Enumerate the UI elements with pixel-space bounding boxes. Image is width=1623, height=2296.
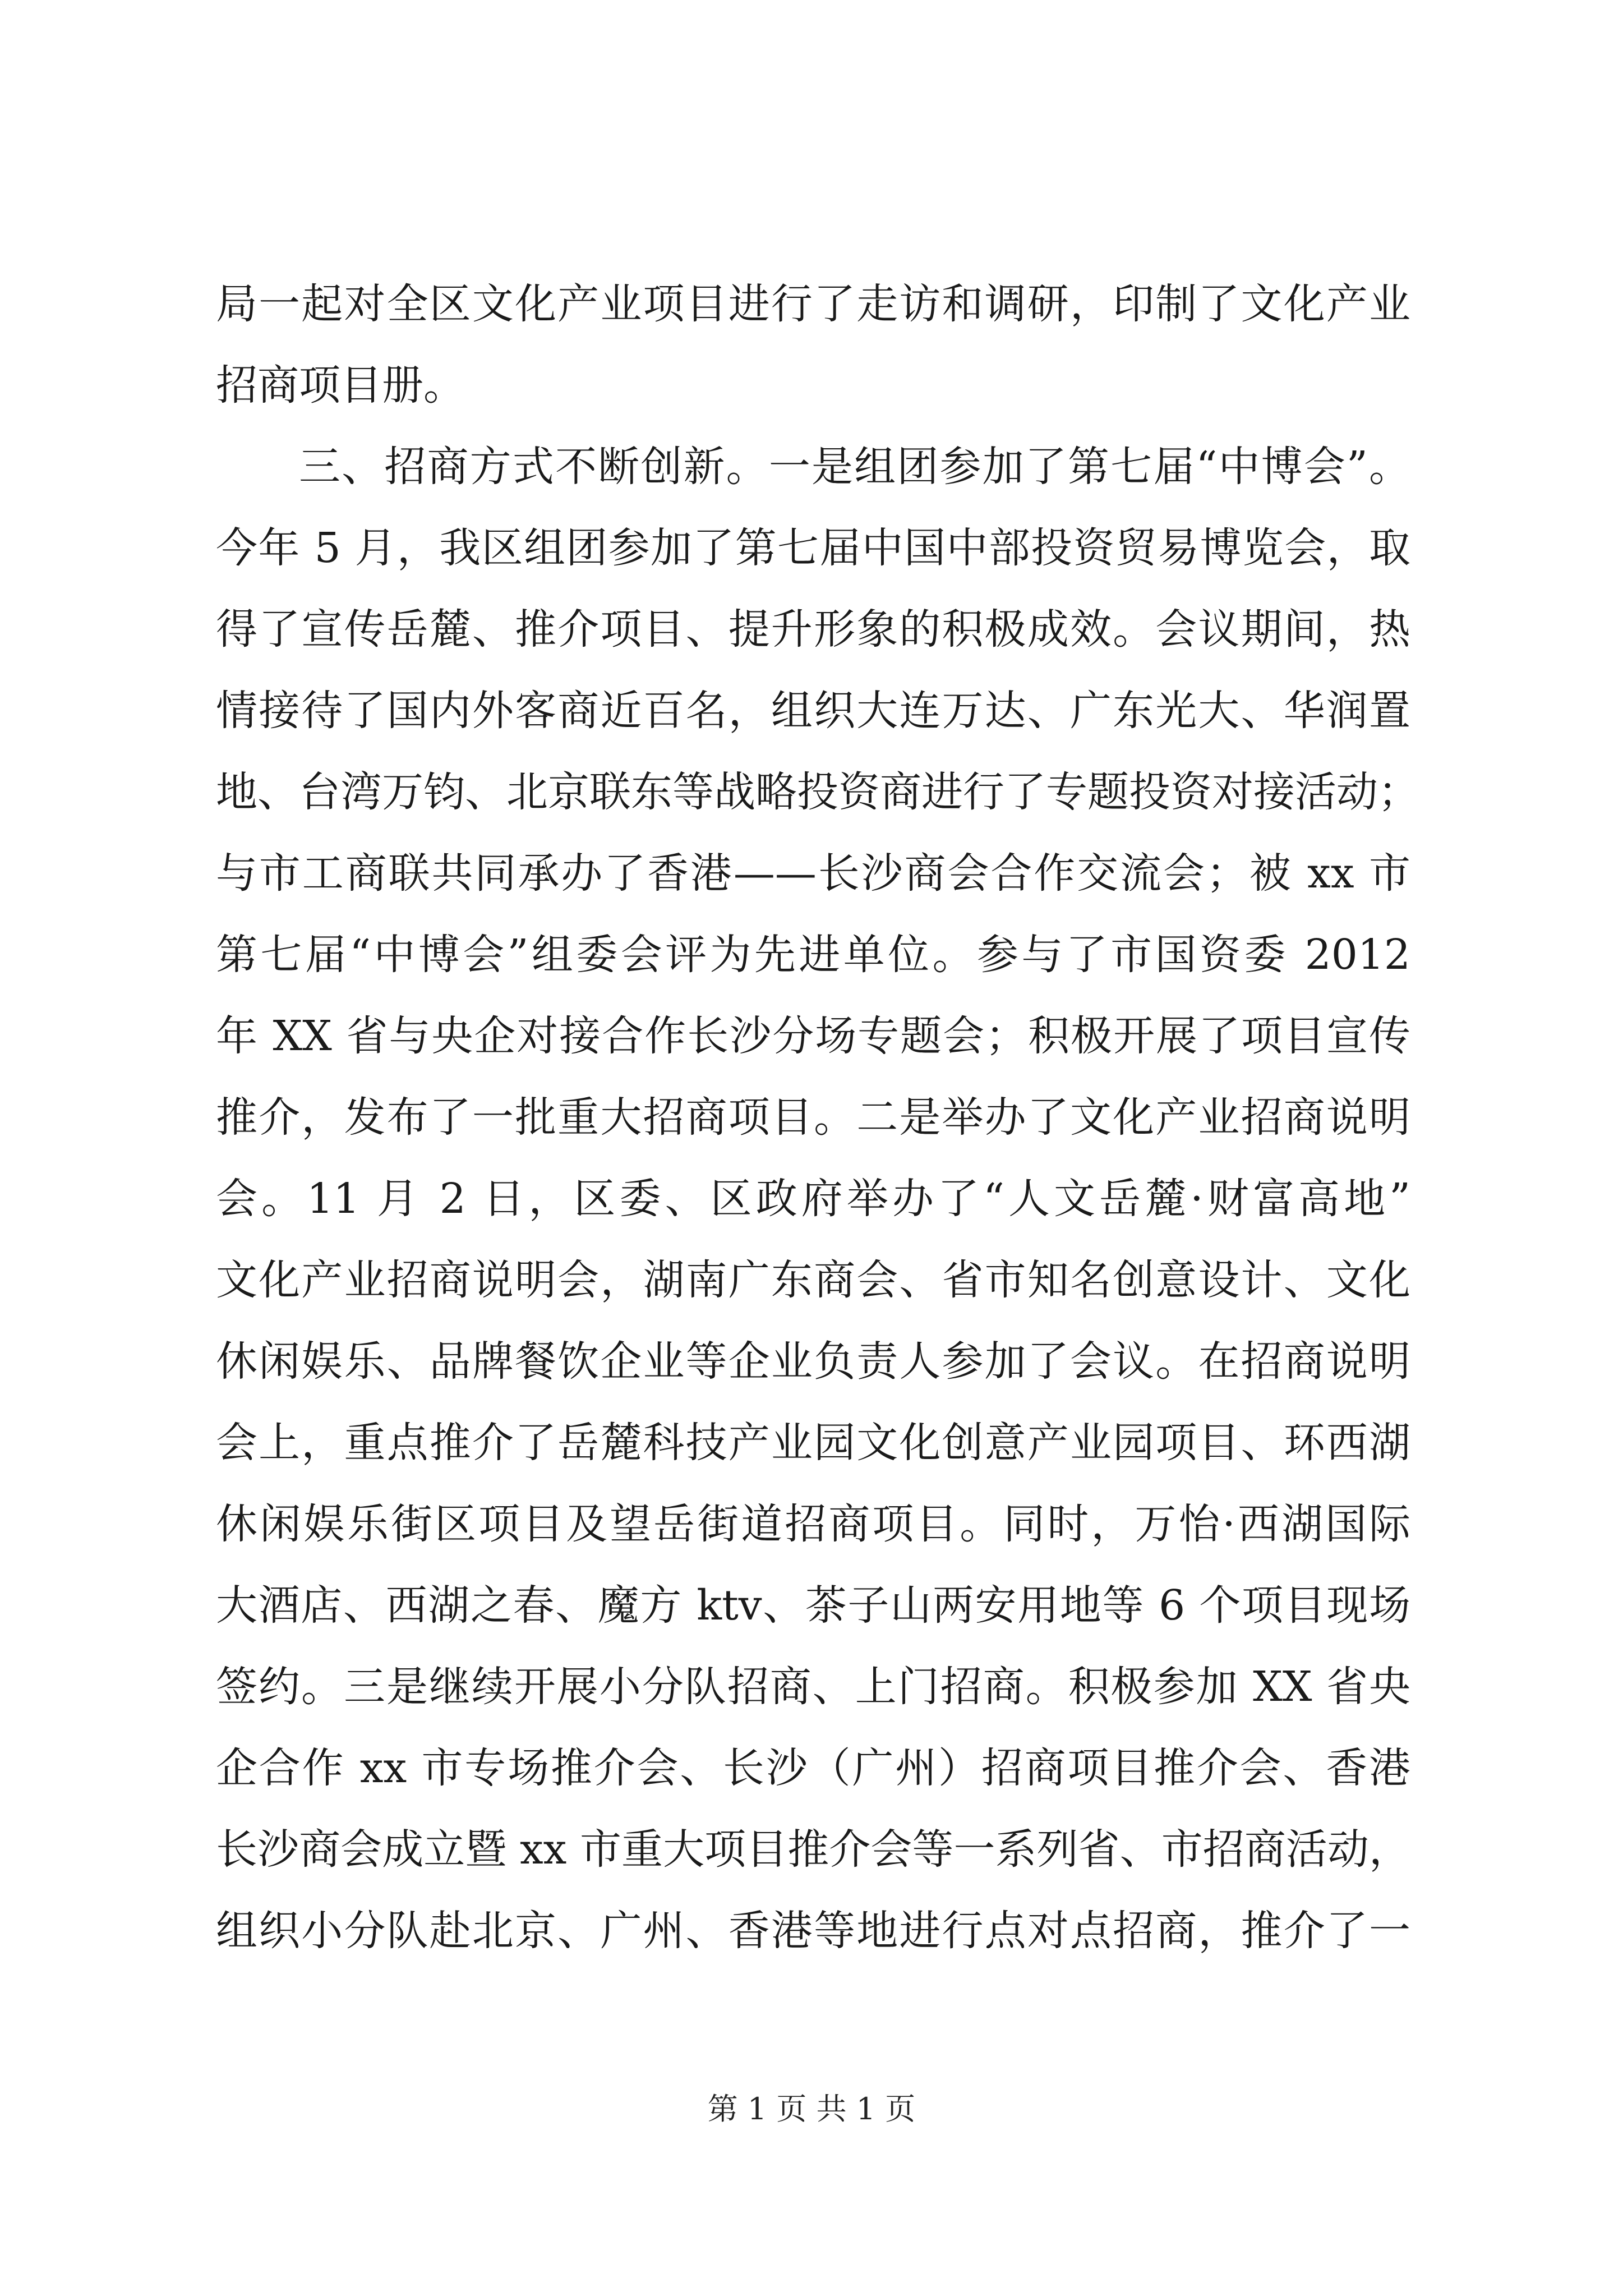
text-line: 会。11 月 2 日，区委、区政府举办了“人文岳麓·财富高地” bbox=[216, 1175, 1410, 1223]
text-line: 第七届“中博会”组委会评为先进单位。参与了市国资委 2012 bbox=[216, 931, 1410, 979]
text-line: 局一起对全区文化产业项目进行了走访和调研，印制了文化产业 bbox=[216, 280, 1410, 328]
text-line: 文化产业招商说明会，湖南广东商会、省市知名创意设计、文化 bbox=[216, 1256, 1410, 1304]
text-line: 长沙商会成立暨 xx 市重大项目推介会等一系列省、市招商活动， bbox=[216, 1825, 1410, 1874]
text-line: 情接待了国内外客商近百名，组织大连万达、广东光大、华润置 bbox=[216, 687, 1410, 735]
text-line: 与市工商联共同承办了香港——长沙商会合作交流会；被 xx 市 bbox=[216, 849, 1410, 898]
text-line: 地、台湾万钧、北京联东等战略投资商进行了专题投资对接活动； bbox=[216, 768, 1419, 816]
text-line: 得了宣传岳麓、推介项目、提升形象的积极成效。会议期间，热 bbox=[216, 605, 1410, 654]
text-line: 推介，发布了一批重大招商项目。二是举办了文化产业招商说明 bbox=[216, 1093, 1410, 1142]
text-line: 大酒店、西湖之春、魔方 ktv、茶子山两安用地等 6 个项目现场 bbox=[216, 1581, 1410, 1630]
text-line: 会上，重点推介了岳麓科技产业园文化创意产业园项目、环西湖 bbox=[216, 1419, 1410, 1467]
text-line: 今年 5 月，我区组团参加了第七届中国中部投资贸易博览会，取 bbox=[216, 524, 1410, 572]
text-line: 企合作 xx 市专场推介会、长沙（广州）招商项目推介会、香港 bbox=[216, 1744, 1410, 1792]
page-number: 第 1 页 共 1 页 bbox=[707, 2091, 916, 2127]
text-line: 休闲娱乐、品牌餐饮企业等企业负责人参加了会议。在招商说明 bbox=[216, 1337, 1410, 1386]
text-line: 签约。三是继续开展小分队招商、上门招商。积极参加 XX 省央 bbox=[216, 1663, 1410, 1711]
text-line: 招商项目册。 bbox=[216, 361, 465, 409]
body-text bbox=[216, 264, 1419, 1972]
text-line: 组织小分队赴北京、广州、香港等地进行点对点招商，推介了一 bbox=[216, 1907, 1410, 1955]
text-line: 年 XX 省与央企对接合作长沙分场专题会；积极开展了项目宣传 bbox=[216, 1012, 1410, 1060]
text-line-paragraph-start: 三、招商方式不断创新。一是组团参加了第七届“中博会”。 bbox=[299, 443, 1410, 491]
text-line: 休闲娱乐街区项目及望岳街道招商项目。同时，万怡·西湖国际 bbox=[216, 1500, 1410, 1548]
